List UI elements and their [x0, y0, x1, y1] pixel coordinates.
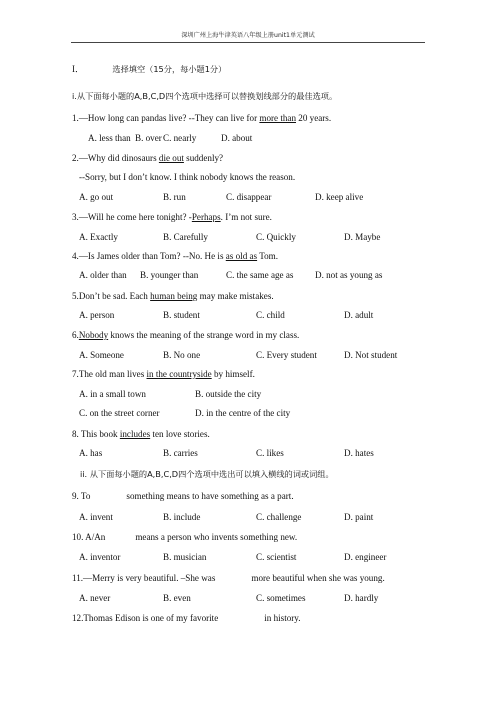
- underlined-phrase: die out: [158, 153, 184, 163]
- underlined-phrase: more than: [259, 113, 296, 123]
- q11-option-d[interactable]: D. hardly: [344, 593, 379, 603]
- underlined-phrase: in the countryside: [146, 369, 212, 379]
- section-title: 选择填空（15分，每小题1分）: [112, 64, 227, 74]
- header-divider: [71, 42, 425, 43]
- q9-option-b[interactable]: B. include: [163, 512, 201, 522]
- q1-option-a[interactable]: A. less than: [88, 133, 131, 143]
- q4-option-b[interactable]: B. younger than: [140, 270, 199, 280]
- question-9: 9. To something means to have something as a part.: [72, 491, 294, 501]
- q8-option-d[interactable]: D. hates: [344, 448, 374, 458]
- q9-option-c[interactable]: C. challenge: [256, 512, 302, 522]
- q2-option-d[interactable]: D. keep alive: [315, 192, 364, 202]
- q4-option-a[interactable]: A. older than: [79, 270, 127, 280]
- question-11: 11.—Merry is very beautiful. –She was more beautiful when she was young.: [72, 573, 385, 583]
- section-heading: [72, 64, 226, 75]
- q3-option-b[interactable]: B. Carefully: [163, 232, 208, 242]
- section-number: I．: [72, 64, 85, 74]
- q8-option-b[interactable]: B. carries: [163, 448, 198, 458]
- underlined-phrase: Perhaps: [191, 212, 221, 222]
- q1-option-b[interactable]: B. over: [135, 133, 162, 143]
- q3-option-a[interactable]: A. Exactly: [79, 232, 118, 242]
- question-12: 12.Thomas Edison is one of my favorite in history.: [72, 613, 301, 623]
- underlined-phrase: includes: [119, 429, 151, 439]
- q7-option-b[interactable]: B. outside the city: [195, 389, 262, 399]
- q4-option-d[interactable]: D. not as young as: [315, 270, 383, 280]
- q11-option-c[interactable]: C. sometimes: [256, 593, 306, 603]
- part-i-instruction: i.从下面每小题的A,B,C,D四个选项中选择可以替换划线部分的最佳选项。: [72, 91, 338, 101]
- q6-option-b[interactable]: B. No one: [163, 350, 201, 360]
- q7-option-a[interactable]: A. in a small town: [79, 389, 146, 399]
- underlined-phrase: Nobody: [78, 330, 109, 340]
- question-2-reply: --Sorry, but I don’t know. I think nobody knows the reason.: [79, 172, 296, 182]
- q8-option-c[interactable]: C. likes: [256, 448, 284, 458]
- q2-option-b[interactable]: B. run: [163, 192, 186, 202]
- q7-option-d[interactable]: D. in the centre of the city: [195, 408, 291, 418]
- q10-option-a[interactable]: A. inventor: [79, 552, 121, 562]
- question-4: 4.—Is James older than Tom? --No. He is as old as Tom.: [72, 251, 279, 261]
- q8-option-a[interactable]: A. has: [79, 448, 103, 458]
- q9-option-a[interactable]: A. invent: [79, 512, 113, 522]
- question-8: 8. This book includes ten love stories.: [72, 429, 210, 439]
- q3-option-c[interactable]: C. Quickly: [256, 232, 296, 242]
- q10-option-d[interactable]: D. engineer: [344, 552, 387, 562]
- q10-option-b[interactable]: B. musician: [163, 552, 207, 562]
- question-3: 3.—Will he come here tonight? -Perhaps. I’m not sure.: [72, 212, 272, 222]
- q1-option-d[interactable]: D. about: [221, 133, 253, 143]
- q3-option-d[interactable]: D. Maybe: [344, 232, 381, 242]
- q5-option-b[interactable]: B. student: [163, 310, 200, 320]
- underlined-phrase: human being: [150, 291, 198, 301]
- question-2: 2.—Why did dinosaurs die out suddenly?: [72, 153, 224, 163]
- question-5: 5.Don’t be sad. Each human being may make mistakes.: [72, 291, 274, 301]
- part-ii-instruction: ii. 从下面每小题的A,B,C,D四个选项中选出可以填入横线的词或词组。: [80, 469, 334, 479]
- q11-option-b[interactable]: B. even: [163, 593, 191, 603]
- question-10: 10. A/An means a person who invents something new.: [72, 532, 298, 542]
- q6-option-c[interactable]: C. Every student: [256, 350, 317, 360]
- q4-option-c[interactable]: C. the same age as: [226, 270, 294, 280]
- question-6: 6.Nobody knows the meaning of the strange word in my class.: [72, 330, 300, 340]
- q6-option-d[interactable]: D. Not student: [344, 350, 398, 360]
- q9-option-d[interactable]: D. paint: [344, 512, 374, 522]
- q11-option-a[interactable]: A. never: [79, 593, 111, 603]
- q1-option-c[interactable]: C. nearly: [163, 133, 197, 143]
- question-1: 1.—How long can pandas live? --They can live for more than 20 years.: [72, 113, 332, 123]
- q7-option-c[interactable]: C. on the street corner: [79, 408, 160, 418]
- question-7: 7.The old man lives in the countryside by himself.: [72, 369, 255, 379]
- q2-option-c[interactable]: C. disappear: [226, 192, 272, 202]
- underlined-phrase: as old as: [225, 251, 258, 261]
- q5-option-a[interactable]: A. person: [79, 310, 115, 320]
- page-header: 深圳广州上海牛津英语八年级上册unit1单元测试: [181, 32, 315, 39]
- q2-option-a[interactable]: A. go out: [79, 192, 114, 202]
- q10-option-c[interactable]: C. scientist: [256, 552, 297, 562]
- q6-option-a[interactable]: A. Someone: [79, 350, 124, 360]
- q5-option-c[interactable]: C. child: [256, 310, 285, 320]
- q5-option-d[interactable]: D. adult: [344, 310, 374, 320]
